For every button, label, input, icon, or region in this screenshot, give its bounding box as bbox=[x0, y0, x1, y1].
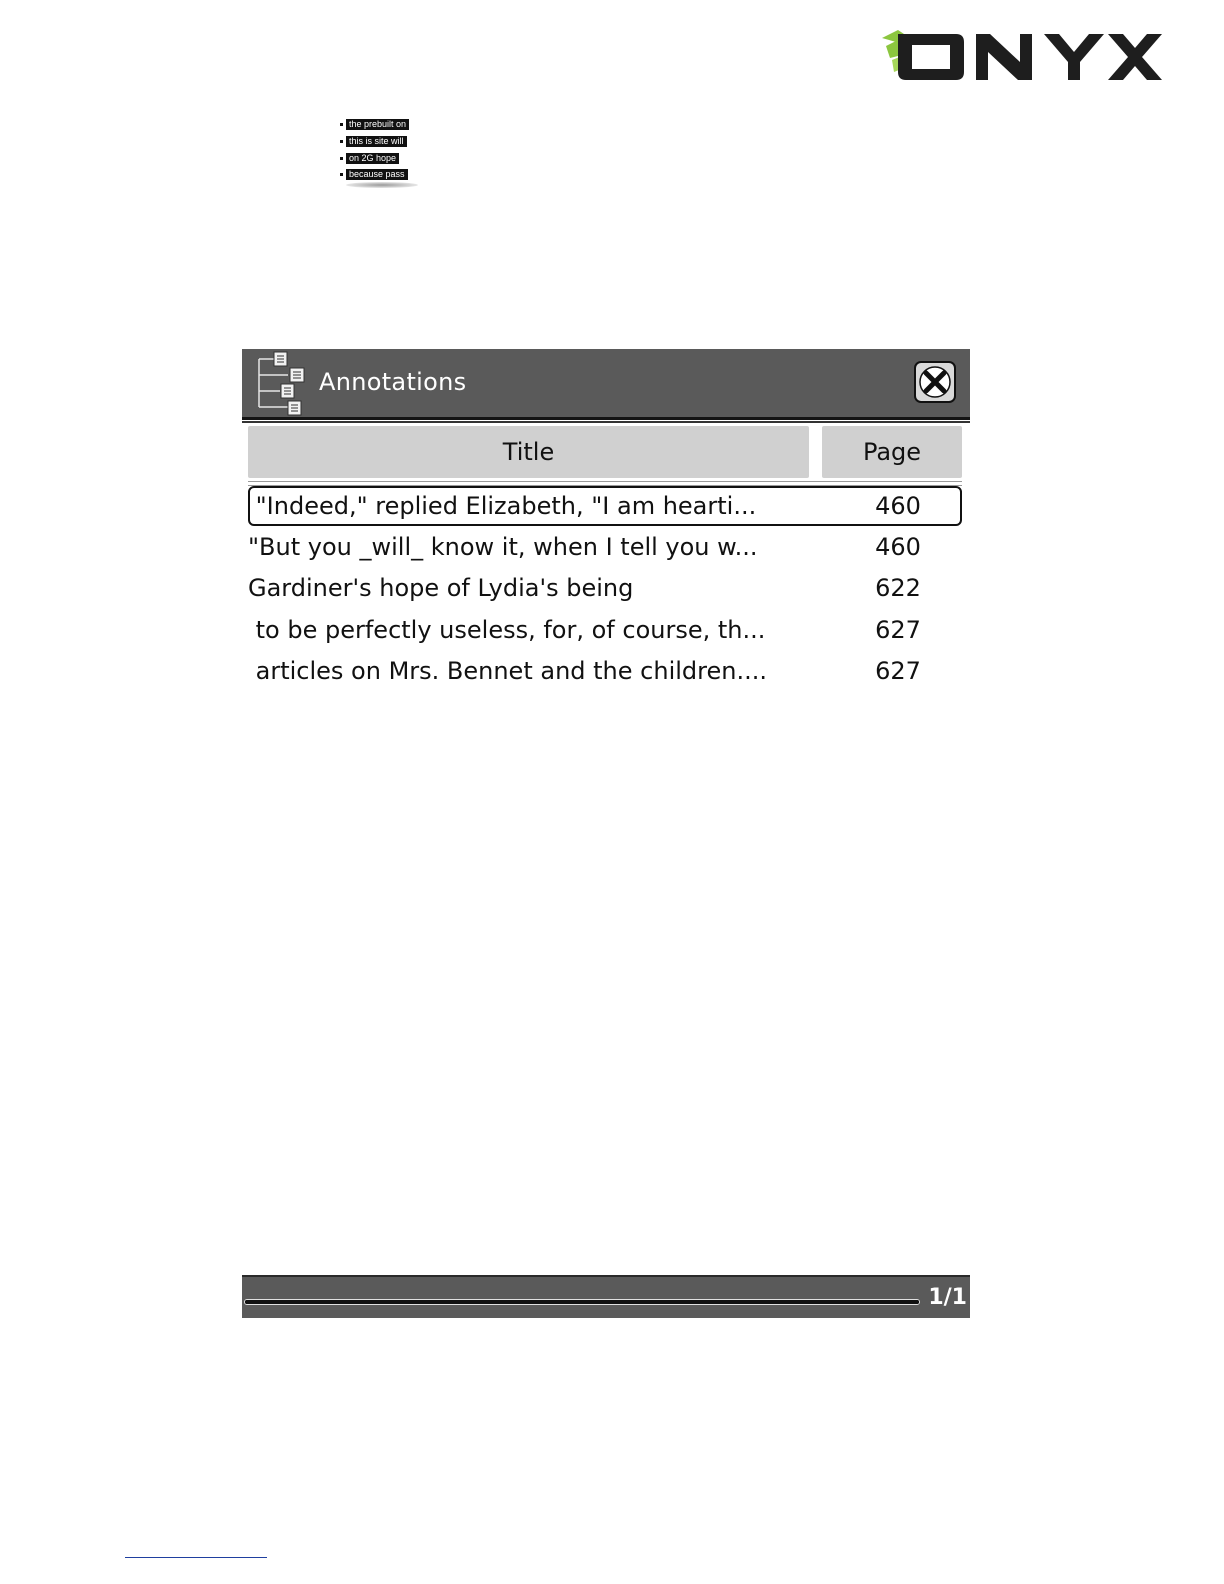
annotation-row[interactable] bbox=[248, 651, 962, 691]
page-progress-fill bbox=[245, 1300, 919, 1304]
annotation-row[interactable] bbox=[248, 610, 962, 650]
annotation-title: Gardiner's hope of Lydia's being bbox=[248, 574, 634, 602]
column-header-title[interactable]: Title bbox=[248, 426, 809, 478]
tree-list-icon bbox=[254, 351, 312, 417]
annotation-row[interactable] bbox=[248, 568, 962, 608]
header-divider bbox=[242, 421, 970, 423]
thumbnail-line: the prebuilt on bbox=[340, 117, 409, 131]
annotation-page: 460 bbox=[875, 533, 921, 561]
dialog-title: Annotations bbox=[319, 368, 467, 396]
annotation-page: 627 bbox=[875, 616, 921, 644]
annotations-dialog bbox=[242, 349, 970, 1319]
annotation-page: 627 bbox=[875, 657, 921, 685]
annotation-title: articles on Mrs. Bennet and the children.... bbox=[248, 657, 767, 685]
thumbnail-line: this is site will bbox=[340, 134, 407, 148]
footnote-divider bbox=[125, 1557, 267, 1558]
onyx-logo bbox=[882, 28, 1164, 86]
annotation-page: 622 bbox=[875, 574, 921, 602]
annotation-title: "But you _will_ know it, when I tell you w... bbox=[248, 533, 758, 561]
annotation-page: 460 bbox=[875, 492, 921, 520]
close-button[interactable] bbox=[914, 361, 956, 403]
dialog-header bbox=[242, 349, 970, 420]
annotation-row[interactable] bbox=[248, 486, 962, 526]
annotation-title: to be perfectly useless, for, of course, th... bbox=[248, 616, 766, 644]
thumbnail-line: because pass bbox=[340, 167, 408, 181]
page-progress-bar[interactable] bbox=[244, 1299, 920, 1305]
annotation-row[interactable] bbox=[248, 527, 962, 567]
column-header-page[interactable]: Page bbox=[822, 426, 962, 478]
thumbnail-line: on 2G hope bbox=[340, 151, 399, 165]
thumbnail-shadow bbox=[346, 182, 418, 188]
highlight-thumbnail bbox=[340, 116, 424, 192]
pagination-bar bbox=[242, 1275, 970, 1318]
annotation-title: "Indeed," replied Elizabeth, "I am hearti... bbox=[248, 492, 757, 520]
close-icon bbox=[916, 363, 954, 401]
page-indicator: 1/1 bbox=[928, 1285, 967, 1310]
